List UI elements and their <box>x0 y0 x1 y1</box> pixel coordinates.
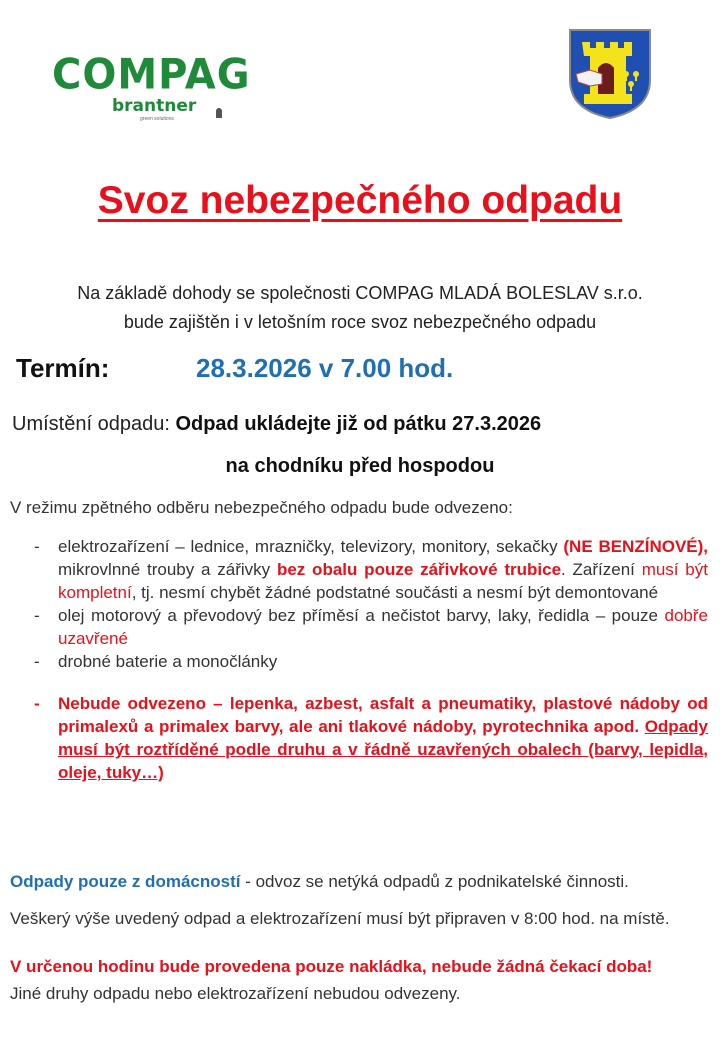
list-item-batteries <box>34 650 708 673</box>
item-text: mikrovlnné trouby a zářivky <box>58 560 277 579</box>
list-dash: - <box>34 537 40 556</box>
households-highlight: Odpady pouze z domácností <box>10 872 241 891</box>
coat-of-arms-icon <box>568 28 652 120</box>
loading-warning: V určenou hodinu bude provedena pouze nakládka, nebude žádná čekací doba! <box>10 957 653 976</box>
list-dash: - <box>34 606 40 625</box>
item-highlight: bez obalu pouze zářivkové trubice <box>276 560 562 579</box>
brantner-wordmark: brantner <box>112 96 197 116</box>
item-text: , tj. nesmí chybět žádné podstatné součásti a nesmí být demontované <box>131 583 659 602</box>
item-highlight: (NE BENZÍNOVÉ), <box>563 537 709 556</box>
collected-items-list <box>34 535 708 784</box>
intro-paragraph <box>0 279 720 337</box>
list-dash: - <box>34 694 40 713</box>
households-rest: - odvoz se netýká odpadů z podnikatelské činnosti. <box>240 872 629 891</box>
notice-title <box>0 176 720 226</box>
intro-line-1: Na základě dohody se společnosti COMPAG MLADÁ BOLESLAV s.r.o. <box>77 283 643 303</box>
logo-mark-icon <box>216 108 222 118</box>
list-item-excluded <box>34 692 708 784</box>
collected-items-lead: V režimu zpětného odběru nebezpečného odpadu bude odvezeno: <box>10 498 513 517</box>
list-dash: - <box>34 652 40 671</box>
compag-wordmark: COMPAG <box>52 50 251 100</box>
term-date-time: 28.3.2026 v 7.00 hod. <box>196 353 454 383</box>
item-text: drobné baterie a monočlánky <box>58 652 278 671</box>
placement-label: Umístění odpadu: <box>12 413 176 435</box>
item-highlight: musí být kompletní <box>58 560 708 602</box>
excluded-text: Nebude odvezeno – lepenka, azbest, asfalt a pneumatiky, plastové nádoby od primalexů a primalex barvy, ale ani tlakové nádoby, pyrotechnika apod. <box>58 694 708 736</box>
intro-line-2: bude zajištěn i v letošním roce svoz nebezpečného odpadu <box>123 312 597 332</box>
item-text: . Zařízení <box>561 560 642 579</box>
compag-brantner-logo <box>52 50 251 132</box>
item-highlight: dobře uzavřené <box>58 606 708 648</box>
other-waste-note: Jiné druhy odpadu nebo elektrozařízení nebudou odvezeny. <box>10 984 461 1003</box>
ready-time-note: Veškerý výše uvedený odpad a elektrozařízení musí být připraven v 8:00 hod. na místě. <box>10 909 670 928</box>
placement-line <box>12 410 541 438</box>
list-item-electronics <box>34 535 708 604</box>
term-label: Termín: <box>16 353 110 383</box>
title-text: Svoz nebezpečného odpadu <box>97 179 623 222</box>
item-text: olej motorový a převodový bez příměsí a nečistot barvy, laky, ředidla – pouze <box>58 606 665 625</box>
excluded-sorting-note: Odpady musí být roztříděné podle druhu a v řádně uzavřených obalech (barvy, lepidla, oleje, tuky…) <box>58 717 708 782</box>
placement-value: Odpad ukládejte již od pátku 27.3.2026 <box>175 413 542 435</box>
logo-tagline: green solutions <box>140 116 174 122</box>
placement-location: na chodníku před hospodou <box>225 455 495 477</box>
item-text: elektrozařízení – lednice, mrazničky, televizory, monitory, sekačky <box>58 537 564 556</box>
list-item-oils <box>34 604 708 650</box>
households-note <box>10 870 629 894</box>
